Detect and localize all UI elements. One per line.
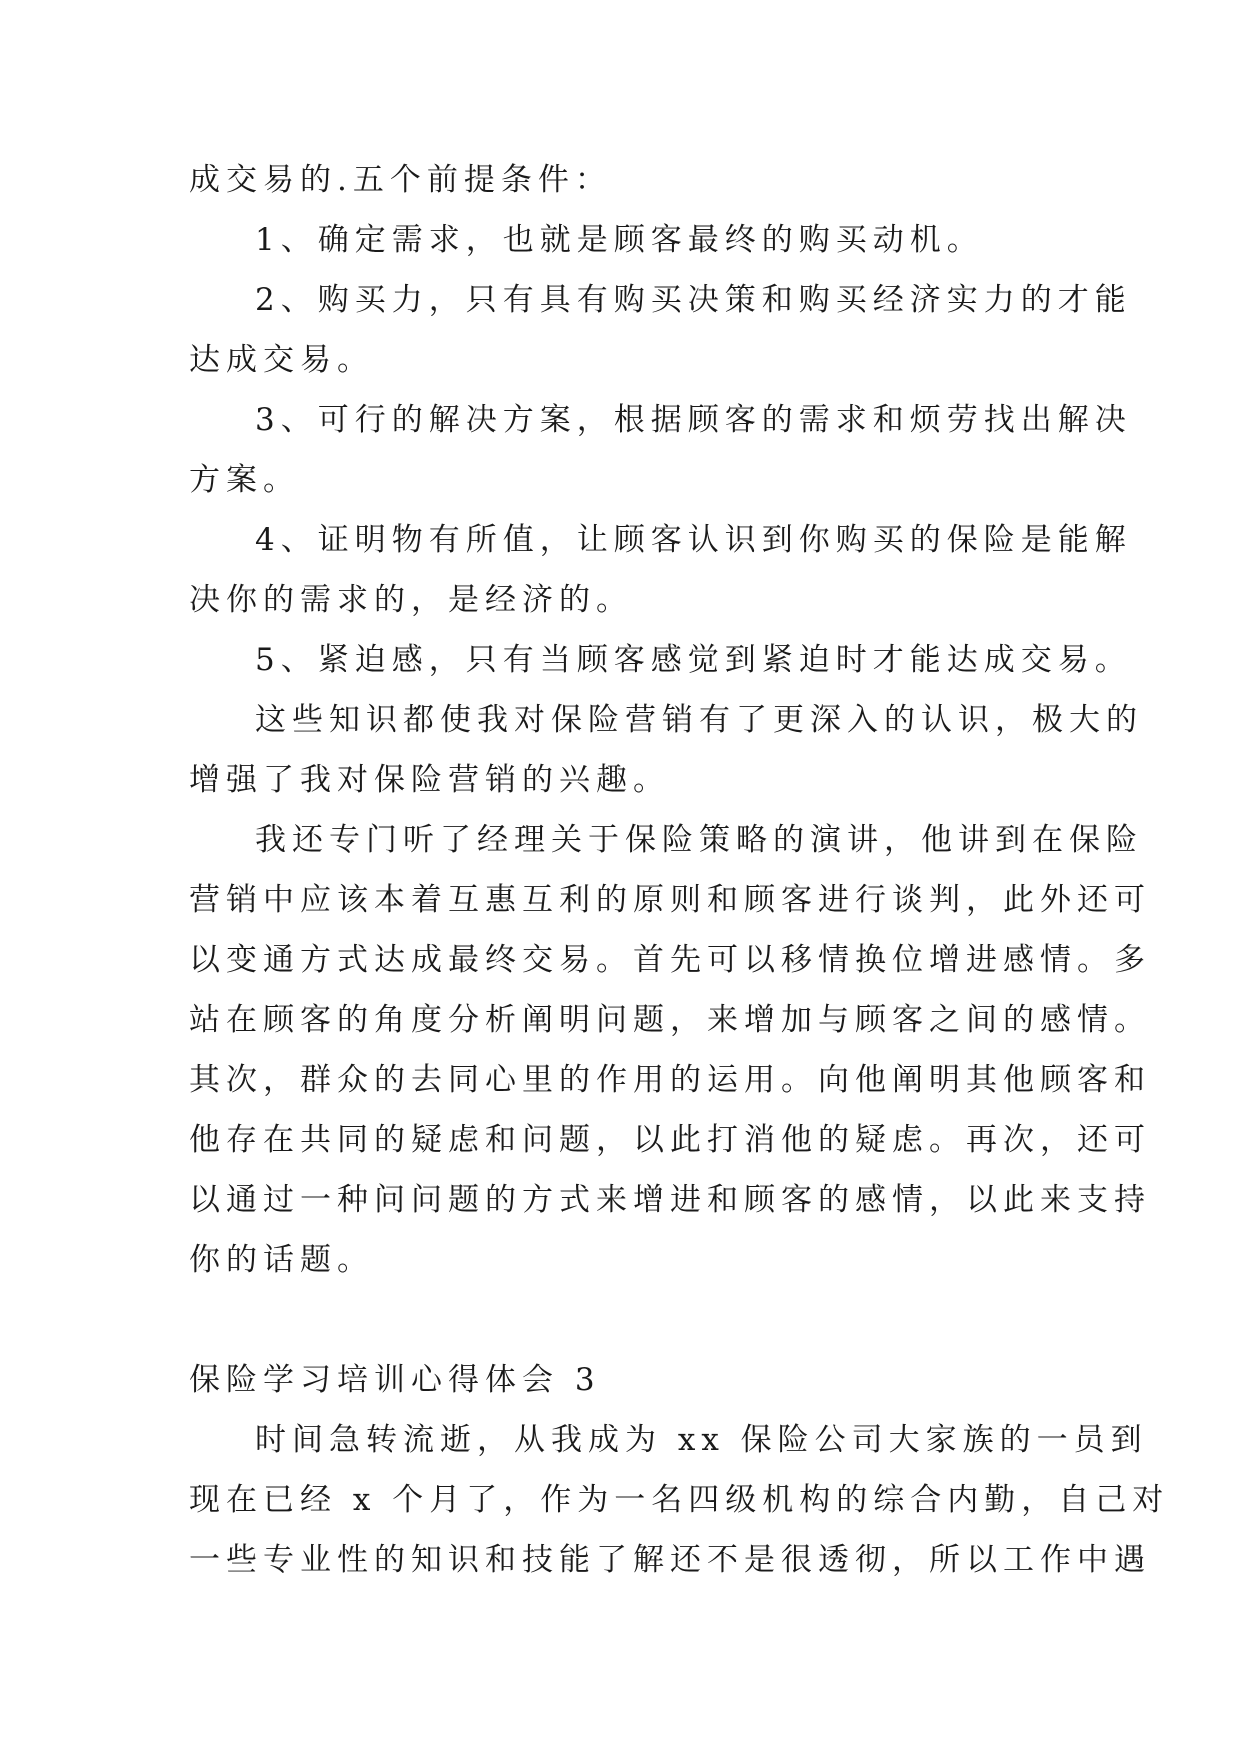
- list-item-3: 3、可行的解决方案，根据顾客的需求和烦劳找出解决: [255, 402, 1132, 438]
- body-line: 增强了我对保险营销的兴趣。: [189, 762, 670, 798]
- paragraph-start: 时间急转流逝，从我成为 xx 保险公司大家族的一员到: [255, 1422, 1148, 1458]
- paragraph-start: 这些知识都使我对保险营销有了更深入的认识，极大的: [255, 702, 1143, 738]
- body-line: 成交易的.五个前提条件：: [189, 162, 612, 198]
- body-line: 一些专业性的知识和技能了解还不是很透彻，所以工作中遇: [189, 1542, 1151, 1578]
- body-line: 方案。: [189, 462, 300, 498]
- body-line: 你的话题。: [189, 1242, 374, 1278]
- body-line: 现在已经 x 个月了，作为一名四级机构的综合内勤，自己对: [189, 1482, 1170, 1518]
- body-line: 营销中应该本着互惠互利的原则和顾客进行谈判，此外还可: [189, 882, 1151, 918]
- body-line: 他存在共同的疑虑和问题，以此打消他的疑虑。再次，还可: [189, 1122, 1151, 1158]
- list-item-2: 2、购买力，只有具有购买决策和购买经济实力的才能: [255, 282, 1132, 318]
- body-line: 以变通方式达成最终交易。首先可以移情换位增进感情。多: [189, 942, 1151, 978]
- paragraph-start: 我还专门听了经理关于保险策略的演讲，他讲到在保险: [255, 822, 1143, 858]
- list-item-5: 5、紧迫感，只有当顾客感觉到紧迫时才能达成交易。: [255, 642, 1132, 678]
- body-line: 站在顾客的角度分析阐明问题，来增加与顾客之间的感情。: [189, 1002, 1151, 1038]
- body-line: 决你的需求的，是经济的。: [189, 582, 633, 618]
- list-item-1: 1、确定需求，也就是顾客最终的购买动机。: [255, 222, 984, 258]
- body-line: 达成交易。: [189, 342, 374, 378]
- body-line: 以通过一种问问题的方式来增进和顾客的感情，以此来支持: [189, 1182, 1151, 1218]
- section-title: 保险学习培训心得体会 3: [189, 1362, 601, 1398]
- body-line: 其次，群众的去同心里的作用的运用。向他阐明其他顾客和: [189, 1062, 1151, 1098]
- list-item-4: 4、证明物有所值，让顾客认识到你购买的保险是能解: [255, 522, 1132, 558]
